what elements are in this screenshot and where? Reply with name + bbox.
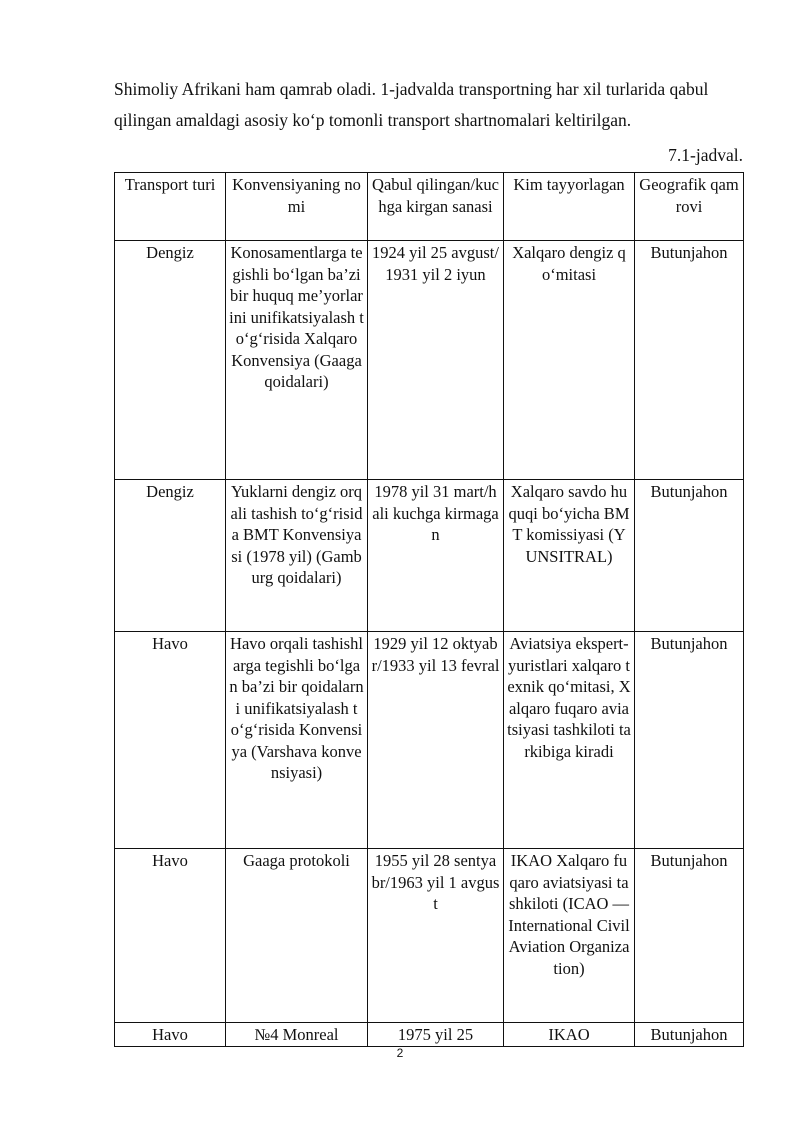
header-geographic-scope: Geografik qamrovi [635, 173, 744, 241]
cell-transport: Havo [115, 1023, 226, 1047]
cell-scope: Butunjahon [635, 849, 744, 1023]
cell-scope: Butunjahon [635, 1023, 744, 1047]
cell-author: Aviatsiya ekspert-yuristlari xalqaro texnik qo‘mitasi, Xalqaro fuqaro aviatsiyasi tashkiloti tarkibiga kiradi [504, 632, 635, 849]
header-convention-name: Konvensiyaning nomi [226, 173, 368, 241]
table-caption: 7.1-jadval. [668, 145, 743, 165]
cell-date: 1929 yil 12 oktyabr/1933 yil 13 fevral [368, 632, 504, 849]
body-paragraph-line-1: Shimoliy Afrikani ham qamrab oladi. 1-jadvalda transportning har xil turlarida qabul [114, 79, 709, 99]
cell-date: 1924 yil 25 avgust/1931 yil 2 iyun [368, 241, 504, 480]
table-row [115, 241, 744, 480]
cell-transport: Havo [115, 632, 226, 849]
cell-author: IKAO [504, 1023, 635, 1047]
cell-date: 1955 yil 28 sentyabr/1963 yil 1 avgust [368, 849, 504, 1023]
cell-scope: Butunjahon [635, 241, 744, 480]
body-paragraph-line-2: qilingan amaldagi asosiy ko‘p tomonli transport shartnomalari keltirilgan. [114, 110, 632, 130]
cell-convention-name: Havo orqali tashishlarga tegishli bo‘lgan ba’zi bir qoidalarni unifikatsiyalash to‘g‘risida Konvensiya (Varshava konvensiyasi) [226, 632, 368, 849]
cell-author: Xalqaro savdo huquqi bo‘yicha BMT komissiyasi (YUNSITRAL) [504, 480, 635, 632]
cell-author: IKAO Xalqaro fuqaro aviatsiyasi tashkiloti (ICAO — International Civil Aviation Organization) [504, 849, 635, 1023]
cell-convention-name: Konosamentlarga tegishli bo‘lgan ba’zi bir huquq me’yorlarini unifikatsiyalash to‘g‘risida Xalqaro Konvensiya (Gaaga qoidalari) [226, 241, 368, 480]
conventions-table [114, 172, 744, 1047]
header-transport-type: Transport turi [115, 173, 226, 241]
table-row [115, 632, 744, 849]
cell-transport: Dengiz [115, 241, 226, 480]
cell-date: 1975 yil 25 [368, 1023, 504, 1047]
header-prepared-by: Kim tayyorlagan [504, 173, 635, 241]
cell-convention-name: Yuklarni dengiz orqali tashish to‘g‘risida BMT Konvensiyasi (1978 yil) (Gamburg qoidalari) [226, 480, 368, 632]
table-row [115, 480, 744, 632]
cell-scope: Butunjahon [635, 632, 744, 849]
header-adoption-date: Qabul qilingan/kuchga kirgan sanasi [368, 173, 504, 241]
table-row [115, 1023, 744, 1047]
cell-date: 1978 yil 31 mart/hali kuchga kirmagan [368, 480, 504, 632]
cell-convention-name: Gaaga protokoli [226, 849, 368, 1023]
cell-transport: Havo [115, 849, 226, 1023]
cell-convention-name: №4 Monreal [226, 1023, 368, 1047]
cell-author: Xalqaro dengiz qo‘mitasi [504, 241, 635, 480]
table-header-row [115, 173, 744, 241]
cell-transport: Dengiz [115, 480, 226, 632]
cell-scope: Butunjahon [635, 480, 744, 632]
page-number: 2 [396, 1046, 404, 1060]
table-row [115, 849, 744, 1023]
